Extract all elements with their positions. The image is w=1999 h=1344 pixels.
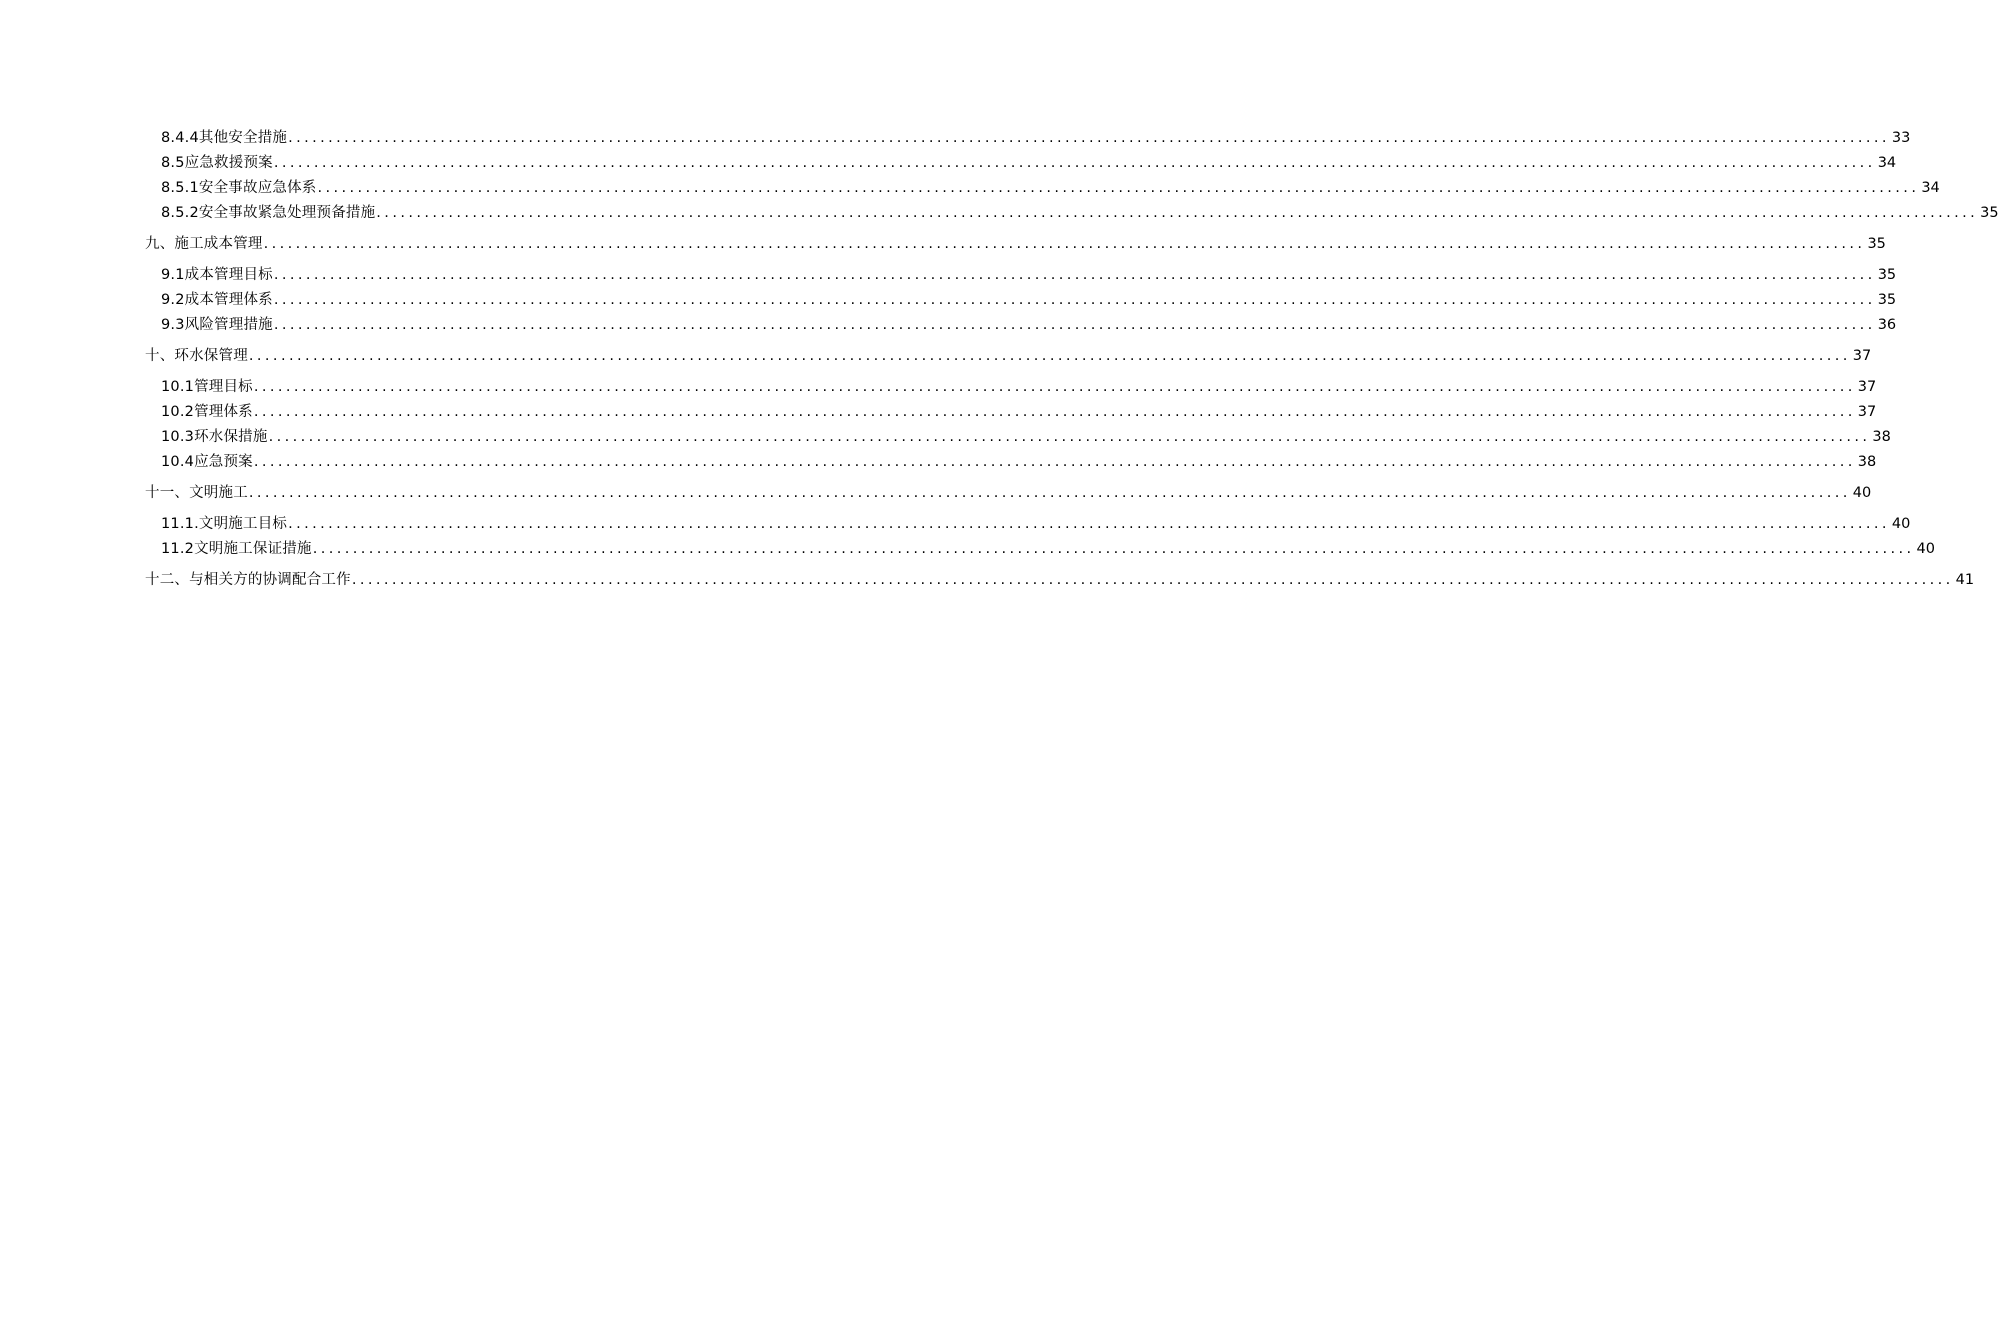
toc-entry-title: 九、施工成本管理	[145, 236, 263, 252]
toc-dot-leader: ........................................................................................................................................................................................................	[273, 155, 1876, 171]
toc-entry-title: 十二、与相关方的协调配合工作	[145, 572, 351, 588]
toc-dot-leader: ........................................................................................................................................................................................................	[253, 404, 1856, 420]
toc-dot-leader: ........................................................................................................................................................................................................	[288, 516, 1890, 532]
toc-entry[interactable]	[145, 347, 1872, 365]
toc-entry-page: 33	[1891, 130, 1911, 146]
toc-dot-leader: ........................................................................................................................................................................................................	[268, 429, 1871, 445]
toc-entry-page: 40	[1916, 541, 1935, 557]
toc-entry-title: 8.5应急救援预案	[161, 155, 273, 171]
toc-entry-title: 10.3环水保措施	[161, 429, 268, 445]
toc-entry-page: 37	[1857, 404, 1877, 420]
toc-entry-page: 34	[1877, 155, 1897, 171]
toc-dot-leader: ........................................................................................................................................................................................................	[273, 317, 1876, 333]
toc-entry-page: 36	[1877, 317, 1897, 333]
toc-dot-leader: ........................................................................................................................................................................................................	[248, 485, 1851, 501]
toc-entry[interactable]	[161, 515, 1911, 533]
toc-entry[interactable]	[145, 484, 1872, 502]
toc-entry[interactable]	[161, 291, 1897, 309]
toc-dot-leader: ........................................................................................................................................................................................................	[253, 454, 1856, 470]
toc-entry[interactable]	[161, 179, 1940, 197]
toc-dot-leader: ........................................................................................................................................................................................................	[351, 572, 1954, 588]
toc-entry-page: 37	[1857, 379, 1877, 395]
toc-entry-title: 10.1管理目标	[161, 379, 253, 395]
toc-entry[interactable]	[161, 316, 1897, 334]
toc-entry[interactable]	[161, 154, 1897, 172]
toc-entry[interactable]	[161, 266, 1897, 284]
toc-entry-title: 9.3风险管理措施	[161, 317, 273, 333]
toc-entry[interactable]	[161, 540, 1935, 558]
toc-entry[interactable]	[161, 453, 1877, 471]
toc-entry[interactable]	[161, 129, 1911, 147]
toc-entry[interactable]	[145, 571, 1975, 589]
toc-entry[interactable]	[161, 378, 1877, 396]
toc-dot-leader: ........................................................................................................................................................................................................	[288, 130, 1890, 146]
toc-entry[interactable]	[161, 428, 1891, 446]
toc-entry-title: 十、环水保管理	[145, 348, 248, 364]
toc-entry-page: 40	[1891, 516, 1911, 532]
toc-dot-leader: ........................................................................................................................................................................................................	[263, 236, 1866, 252]
toc-entry-page: 34	[1921, 180, 1940, 196]
toc-dot-leader: ........................................................................................................................................................................................................	[273, 267, 1876, 283]
toc-entry-page: 35	[1877, 267, 1897, 283]
toc-entry[interactable]	[145, 235, 1886, 253]
toc-entry-page: 40	[1852, 485, 1872, 501]
toc-entry-title: 8.4.4其他安全措施	[161, 130, 288, 146]
toc-dot-leader: ........................................................................................................................................................................................................	[248, 348, 1851, 364]
toc-entry-title: 11.2文明施工保证措施	[161, 541, 312, 557]
toc-entry-title: 8.5.1安全事故应急体系	[161, 180, 317, 196]
toc-dot-leader: ........................................................................................................................................................................................................	[317, 180, 1920, 196]
toc-entry-title: 9.2成本管理体系	[161, 292, 273, 308]
toc-entry-title: 10.4应急预案	[161, 454, 253, 470]
toc-entry-title: 8.5.2安全事故紧急处理预备措施	[161, 205, 376, 221]
toc-dot-leader: ........................................................................................................................................................................................................	[273, 292, 1876, 308]
toc-entry-title: 10.2管理体系	[161, 404, 253, 420]
toc-entry-page: 37	[1852, 348, 1872, 364]
toc-entry-page: 35	[1867, 236, 1886, 252]
toc-dot-leader: ........................................................................................................................................................................................................	[253, 379, 1856, 395]
toc-entry-page: 38	[1857, 454, 1877, 470]
toc-entry-title: 11.1.文明施工目标	[161, 516, 288, 532]
toc-entry-title: 十一、文明施工	[145, 485, 248, 501]
toc-entry-page: 41	[1955, 572, 1975, 588]
toc-entry[interactable]	[161, 204, 1999, 222]
toc-dot-leader: ........................................................................................................................................................................................................	[376, 205, 1979, 221]
toc-entry-page: 35	[1877, 292, 1897, 308]
toc-entry[interactable]	[161, 403, 1877, 421]
toc-dot-leader: ........................................................................................................................................................................................................	[312, 541, 1915, 557]
toc-entry-page: 35	[1980, 205, 1999, 221]
toc-entry-title: 9.1成本管理目标	[161, 267, 273, 283]
toc-entry-page: 38	[1872, 429, 1891, 445]
